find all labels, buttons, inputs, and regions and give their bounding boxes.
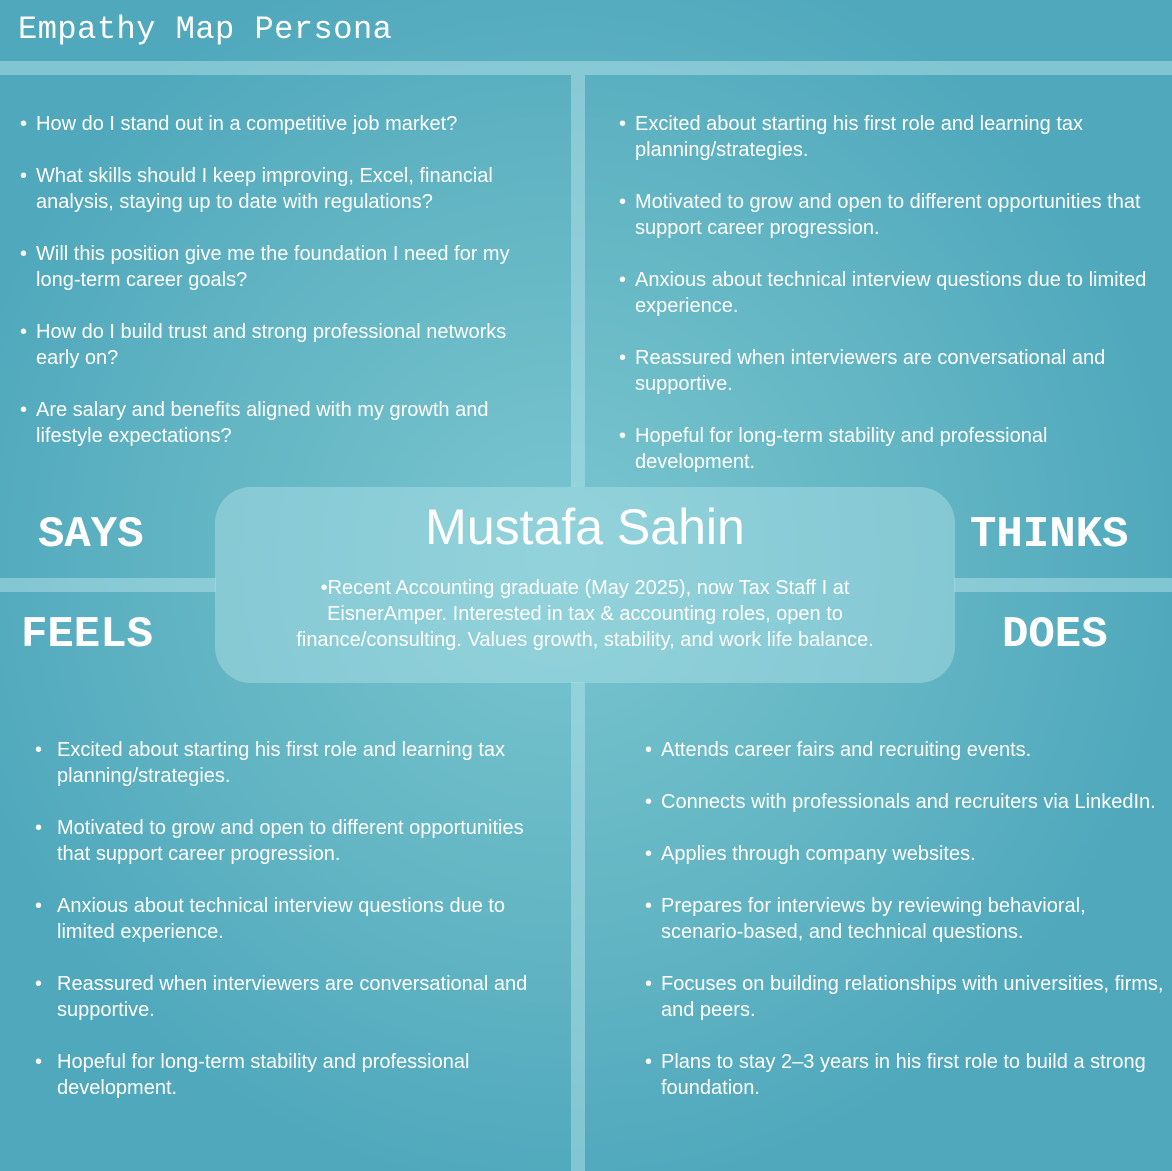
does-list xyxy=(645,737,1165,1127)
thinks-label: THINKS xyxy=(970,510,1129,560)
says-label: SAYS xyxy=(38,510,144,560)
feels-item: • Motivated to grow and open to different opportunities that support career progression. xyxy=(35,815,545,867)
vertical-divider-bottom xyxy=(571,682,585,1171)
feels-list xyxy=(35,737,545,1127)
thinks-item: • Anxious about technical interview questions due to limited experience. xyxy=(619,267,1159,319)
says-item: • How do I build trust and strong professional networks early on? xyxy=(20,319,550,371)
feels-item: • Excited about starting his first role and learning tax planning/strategies. xyxy=(35,737,545,789)
says-item: • Are salary and benefits aligned with my growth and lifestyle expectations? xyxy=(20,397,550,449)
persona-summary xyxy=(260,575,910,653)
thinks-item: • Reassured when interviewers are conversational and supportive. xyxy=(619,345,1159,397)
does-item: • Connects with professionals and recruiters via LinkedIn. xyxy=(645,789,1165,815)
persona-summary-text: Recent Accounting graduate (May 2025), now Tax Staff I at EisnerAmper. Interested in tax & accounting roles, open to finance/consulting. Values growth, stability, and work life balance. xyxy=(296,577,874,651)
feels-label: FEELS xyxy=(21,610,154,660)
vertical-divider-top xyxy=(571,75,585,487)
persona-summary-bullet: • xyxy=(320,577,328,599)
thinks-item: • Hopeful for long-term stability and professional development. xyxy=(619,423,1159,475)
persona-card xyxy=(215,487,955,683)
does-item: • Applies through company websites. xyxy=(645,841,1165,867)
thinks-item: • Motivated to grow and open to different opportunities that support career progression. xyxy=(619,189,1159,241)
page-title: Empathy Map Persona xyxy=(18,11,393,48)
does-label: DOES xyxy=(1002,610,1108,660)
says-item: • What skills should I keep improving, Excel, financial analysis, staying up to date with regulations? xyxy=(20,163,550,215)
does-item: • Focuses on building relationships with universities, firms, and peers. xyxy=(645,971,1165,1023)
thinks-list xyxy=(619,111,1159,501)
horizontal-divider-left xyxy=(0,578,216,592)
feels-item: • Anxious about technical interview questions due to limited experience. xyxy=(35,893,545,945)
says-item: • How do I stand out in a competitive job market? xyxy=(20,111,550,137)
says-list xyxy=(20,111,550,475)
thinks-item: • Excited about starting his first role and learning tax planning/strategies. xyxy=(619,111,1159,163)
does-item: • Attends career fairs and recruiting events. xyxy=(645,737,1165,763)
does-item: • Plans to stay 2–3 years in his first role to build a strong foundation. xyxy=(645,1049,1165,1101)
says-item: • Will this position give me the foundation I need for my long-term career goals? xyxy=(20,241,550,293)
feels-item: • Hopeful for long-term stability and professional development. xyxy=(35,1049,545,1101)
title-divider xyxy=(0,61,1172,75)
persona-name: Mustafa Sahin xyxy=(425,499,745,555)
does-item: • Prepares for interviews by reviewing behavioral, scenario-based, and technical questions. xyxy=(645,893,1165,945)
feels-item: • Reassured when interviewers are conversational and supportive. xyxy=(35,971,545,1023)
horizontal-divider-right xyxy=(954,578,1172,592)
